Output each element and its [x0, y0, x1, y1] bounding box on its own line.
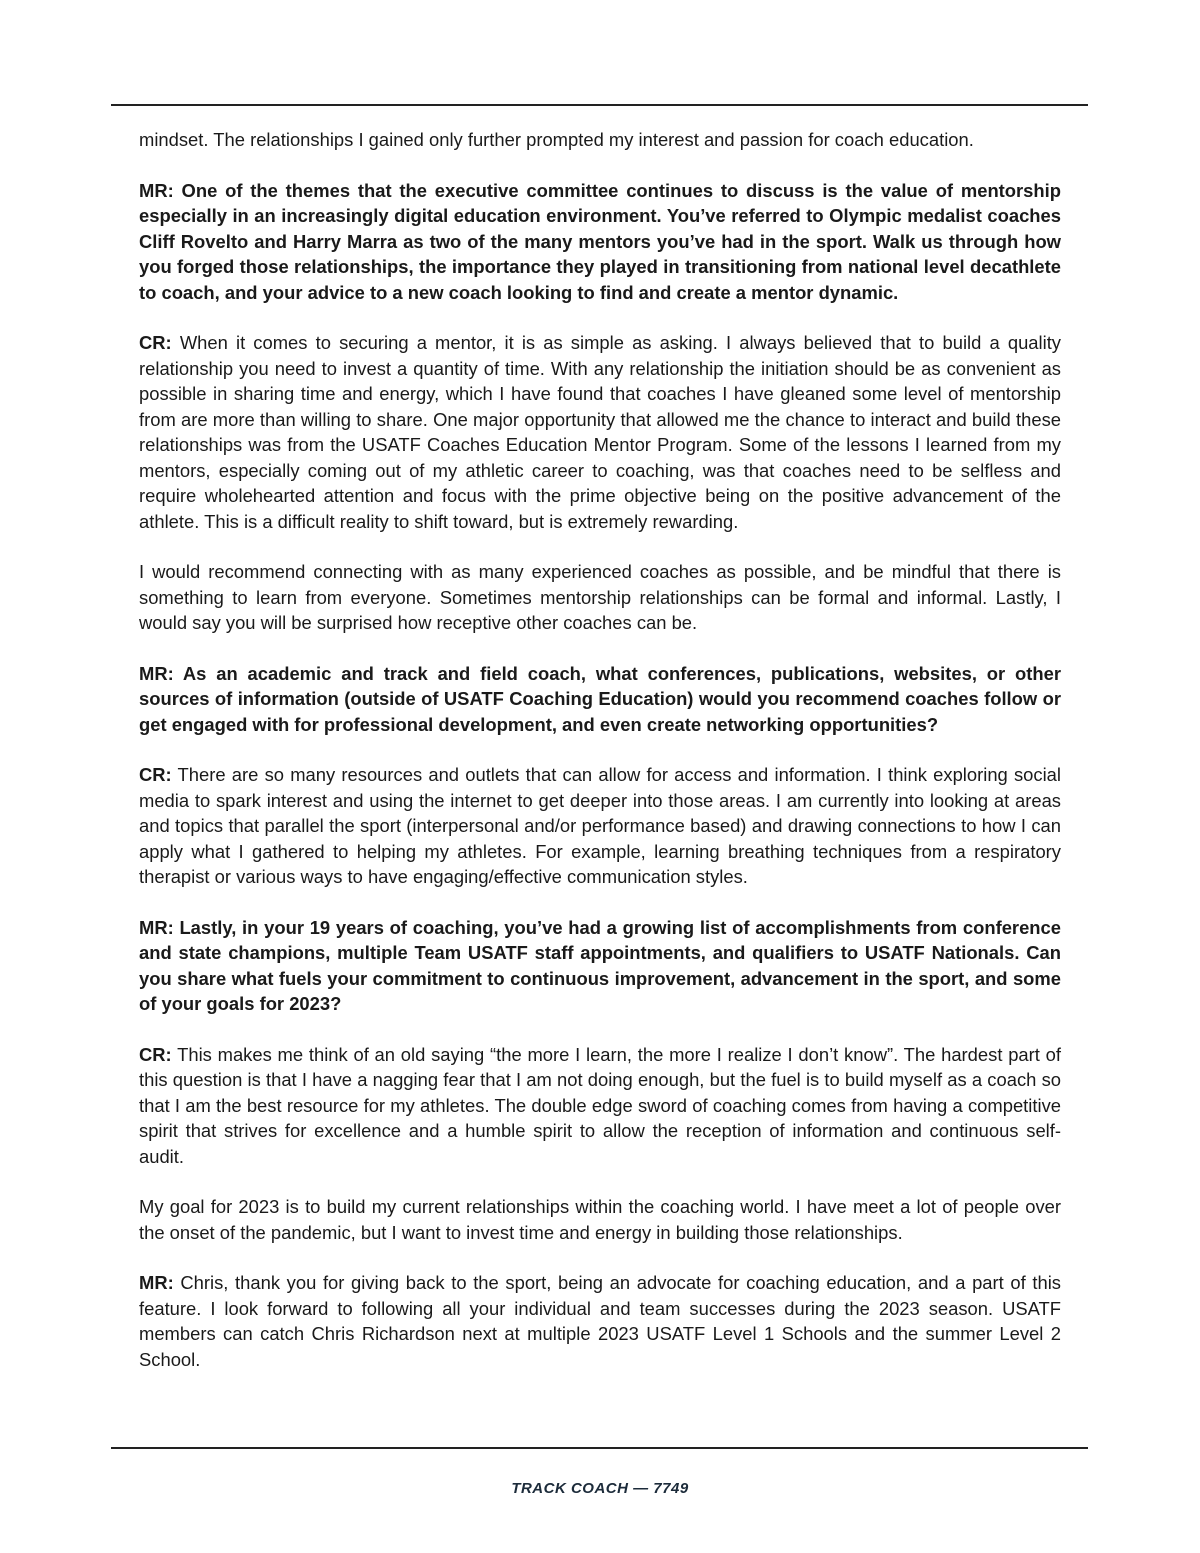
question-mentorship [139, 178, 1061, 306]
article-body [139, 127, 1061, 1397]
top-rule [111, 104, 1088, 106]
answer-resources [139, 762, 1061, 890]
answer-mentorship [139, 330, 1061, 534]
paragraph-text: mindset. The relationships I gained only further prompted my interest and passion for coach education. [139, 129, 974, 150]
paragraph-intro-end [139, 127, 1061, 153]
bottom-rule [111, 1447, 1088, 1449]
question-text: MR: As an academic and track and field coach, what conferences, publications, websites, or other sources of information (outside of USATF Coaching Education) would you recommend coaches follow or get engaged with for professional development, and even create networking opportunities? [139, 662, 1061, 735]
paragraph-recommendation [139, 559, 1061, 636]
page-footer: TRACK COACH — 7749 [511, 1480, 689, 1497]
paragraph-text: I would recommend connecting with as many experienced coaches as possible, and be mindful that there is something to learn from everyone. Sometimes mentorship relationships can be formal and informal. Lastly, I would say you will be surprised how receptive other coaches can be. [139, 561, 1061, 633]
answer-goals [139, 1042, 1061, 1170]
question-text: MR: One of the themes that the executive committee continues to discuss is the value of mentorship especially in an increasingly digital education environment. You’ve referred to Olympic medalist coaches Cliff Rovelto and Harry Marra as two of the many mentors you’ve had in the sport. Walk us through how you forged those relationships, the importance they played in transitioning from national level decathlete to coach, and your advice to a new coach looking to find and create a mentor dynamic. [139, 179, 1061, 303]
question-text: MR: Lastly, in your 19 years of coaching, you’ve had a growing list of accomplishments from conference and state champions, multiple Team USATF staff appointments, and qualifiers to USATF Nationals. Can you share what fuels your commitment to continuous improvement, advancement in the sport, and some of your goals for 2023? [139, 916, 1061, 1014]
question-goals [139, 915, 1061, 1017]
speaker-label: MR: [139, 1272, 174, 1293]
speaker-label: CR: [139, 764, 172, 785]
paragraph-goal-2023 [139, 1194, 1061, 1245]
question-resources [139, 661, 1061, 738]
answer-text: This makes me think of an old saying “the more I learn, the more I realize I don’t know”. The hardest part of this question is that I have a nagging fear that I am not doing enough, but the fuel is to build myself as a coach so that I am the best resource for my athletes. The double edge sword of coaching comes from having a competitive spirit that strives for excellence and a humble spirit to allow the reception of information and continuous self-audit. [139, 1043, 1061, 1167]
paragraph-text: My goal for 2023 is to build my current relationships within the coaching world. I have meet a lot of people over the onset of the pandemic, but I want to invest time and energy in building those relationships. [139, 1196, 1061, 1243]
closing-text: Chris, thank you for giving back to the sport, being an advocate for coaching education, and a part of this feature. I look forward to following all your individual and team successes during the 2023 season. USATF members can catch Chris Richardson next at multiple 2023 USATF Level 1 Schools and the summer Level 2 School. [139, 1272, 1061, 1370]
answer-text: There are so many resources and outlets that can allow for access and information. I think exploring social media to spark interest and using the internet to get deeper into those areas. I am currently into looking at areas and topics that parallel the sport (interpersonal and/or performance based) and drawing connections to how I can apply what I gathered to helping my athletes. For example, learning breathing techniques from a respiratory therapist or various ways to have engaging/effective communication styles. [139, 764, 1061, 887]
closing-remarks [139, 1270, 1061, 1372]
answer-text: When it comes to securing a mentor, it is as simple as asking. I always believed that to build a quality relationship you need to invest a quantity of time. With any relationship the initiation should be as convenient as possible in sharing time and energy, which I have found that coaches I have gleaned some level of mentorship from are more than willing to share. One major opportunity that allowed me the chance to interact and build these relationships was from the USATF Coaches Education Mentor Program. Some of the lessons I learned from my mentors, especially coming out of my athletic career to coaching, was that coaches need to be selfless and require wholehearted attention and focus with the prime objective being on the positive advancement of the athlete. This is a difficult reality to shift toward, but is extremely rewarding. [139, 332, 1061, 532]
speaker-label: CR: [139, 332, 172, 353]
speaker-label: CR: [139, 1043, 172, 1065]
